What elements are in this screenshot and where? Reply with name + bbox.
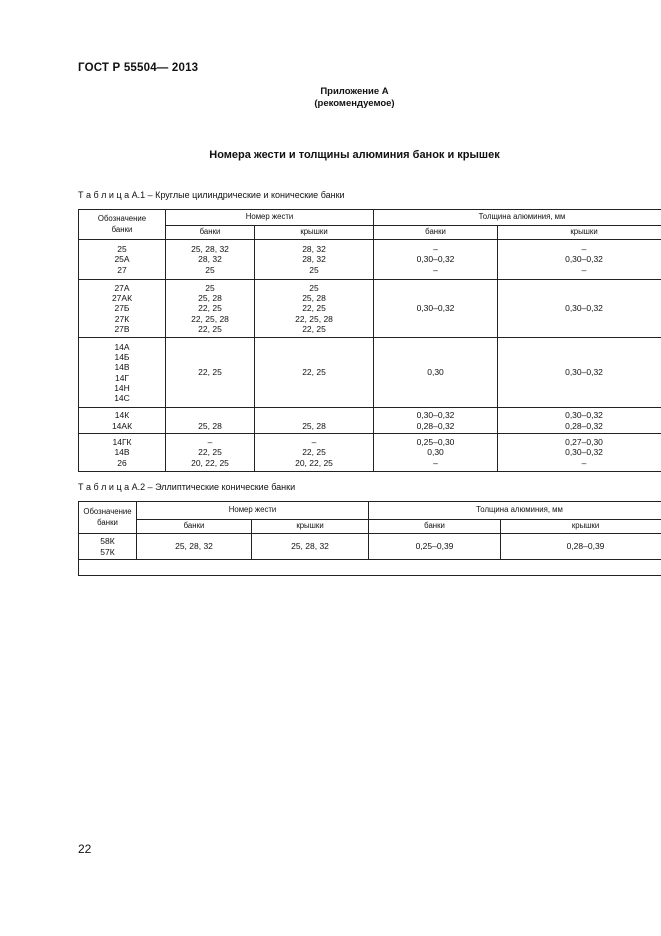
value: 28, 32 [302,244,326,255]
value: – [433,244,438,255]
can-code: 57К [100,546,115,557]
value: 25, 28 [302,420,326,431]
header-tin-cans: банки [137,520,252,534]
al-cans-cell: 0,30–0,32 [374,280,498,338]
can-code: 27 [117,264,127,275]
table-a2 [78,501,661,576]
value: 0,30–0,32 [416,254,455,265]
tin-lids-cell [255,280,374,338]
header-tin-lids: крышки [252,520,369,534]
tin-cans-cell [166,280,255,338]
appendix-status: (рекомендуемое) [314,98,395,109]
header-al-cans: банки [374,226,498,240]
value: – [311,437,317,448]
value: 22, 25, 28 [191,313,229,324]
header-tin-number: Номер жести [137,502,369,520]
codes-cell [79,534,137,560]
value: 22, 25 [198,447,222,458]
header-al-lids: крышки [501,520,661,534]
page-number: 22 [78,842,92,856]
codes-cell [79,338,166,408]
header-designation: Обозначение банки [79,210,166,240]
value: 25 [309,282,319,293]
value: 20, 22, 25 [295,457,333,468]
al-cans-cell [374,434,498,472]
tin-lids-cell [255,240,374,280]
can-code: 14ГК [112,437,132,448]
header-designation: Обозначение банки [79,502,137,534]
tin-cans-cell: 25, 28, 32 [137,534,252,560]
value: 0,28–0,32 [565,420,603,431]
can-code: 26 [117,457,127,468]
value: 0,30–0,32 [565,410,603,421]
can-code: 14С [114,392,130,403]
table-row [79,434,661,472]
codes-cell [79,408,166,434]
table-row [79,408,661,434]
section-title: Номера жести и толщины алюминия банок и крышек [209,149,500,161]
value: 25, 28 [198,420,222,431]
al-cans-cell [374,240,498,280]
value: 20, 22, 25 [191,457,229,468]
value: 22, 25, 28 [295,313,333,324]
table-a1 [78,209,661,472]
header-tin-cans: банки [166,226,255,240]
value: 22, 25 [198,303,222,314]
header-al-cans: банки [369,520,501,534]
value: – [581,457,587,468]
tin-cans-cell: 22, 25 [166,338,255,408]
header-al-lids: крышки [498,226,661,240]
value: 0,30–0,32 [565,254,603,265]
can-code: 14Г [114,372,130,383]
al-lids-cell: 0,28–0,39 [501,534,661,560]
can-code: 14В [114,447,130,458]
header-al-thickness: Толщина алюминия, мм [369,502,661,520]
value: 0,30 [427,447,444,458]
tin-cans-cell [166,434,255,472]
value: 0,30–0,32 [565,447,603,458]
value: – [433,457,438,468]
codes-cell [79,240,166,280]
al-cans-cell [374,408,498,434]
can-code: 14Б [114,352,130,363]
value: – [581,264,587,275]
can-code: 58К [100,536,115,547]
header-tin-lids: крышки [255,226,374,240]
al-lids-cell [498,434,661,472]
empty-row [79,560,661,576]
appendix-title: Приложение А [320,86,389,97]
value: 22, 25 [198,323,222,334]
value: 25, 28 [198,293,222,304]
value: 28, 32 [302,254,326,265]
table-row [79,280,661,338]
can-code: 14АК [111,420,133,431]
value: 22, 25 [302,447,326,458]
tin-lids-cell [255,408,374,434]
header-al-thickness: Толщина алюминия, мм [374,210,661,226]
can-code: 27Б [114,303,130,314]
value: 28, 32 [198,254,222,265]
codes-cell [79,434,166,472]
can-code: 14В [114,362,130,373]
value: 22, 25 [302,323,326,334]
table2-caption: Т а б л и ц а А.2 – Эллиптические конические банки [78,482,296,492]
value: 22, 25 [302,303,326,314]
value: 0,28–0,32 [416,420,455,431]
value: 25, 28 [302,293,326,304]
value: 25 [205,264,215,275]
value: 25 [309,264,319,275]
value: 25, 28, 32 [191,244,229,255]
al-cans-cell: 0,30 [374,338,498,408]
table-row [79,338,661,408]
can-code: 14К [114,410,130,421]
can-code: 14А [114,341,130,352]
table1-caption: Т а б л и ц а А.1 – Круглые цилиндрические и конические банки [78,190,345,200]
can-code: 27АК [111,293,133,304]
value: 0,30–0,32 [416,410,455,421]
al-lids-cell [498,240,661,280]
value: 0,27–0,30 [565,437,603,448]
table-row [79,560,661,576]
can-code: 25 [117,244,127,255]
value: – [581,244,587,255]
header-tin-number: Номер жести [166,210,374,226]
value: 25 [205,282,215,293]
al-lids-cell: 0,30–0,32 [498,280,661,338]
al-cans-cell: 0,25–0,39 [369,534,501,560]
table-row [79,240,661,280]
tin-lids-cell: 22, 25 [255,338,374,408]
can-code: 14Н [114,382,130,393]
tin-cans-cell [166,240,255,280]
value: – [433,264,438,275]
tin-lids-cell [255,434,374,472]
al-lids-cell [498,408,661,434]
tin-lids-cell: 25, 28, 32 [252,534,369,560]
codes-cell [79,280,166,338]
al-lids-cell: 0,30–0,32 [498,338,661,408]
can-code: 27К [114,313,130,324]
can-code: 27А [114,282,130,293]
tin-cans-cell [166,408,255,434]
can-code: 27В [114,323,130,334]
document-standard-header: ГОСТ Р 55504— 2013 [78,62,199,74]
can-code: 25А [114,254,130,265]
table-row [79,534,661,560]
value: – [207,437,213,448]
value: 0,25–0,30 [416,437,455,448]
